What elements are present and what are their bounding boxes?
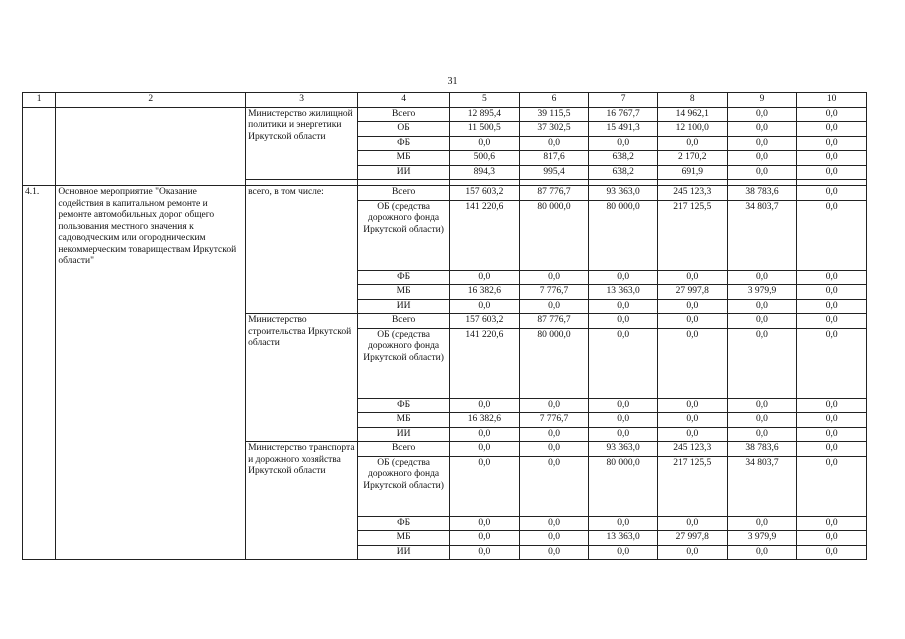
value-cell: 0,0 xyxy=(797,456,867,516)
value-cell: 0,0 xyxy=(727,314,797,329)
funding-source: ИИ xyxy=(358,165,450,180)
value-cell: 0,0 xyxy=(450,442,520,457)
budget-table xyxy=(22,92,867,560)
value-cell: 894,3 xyxy=(450,165,520,180)
value-cell: 0,0 xyxy=(727,398,797,413)
value-cell: 157 603,2 xyxy=(450,314,520,329)
funding-source: ФБ xyxy=(358,398,450,413)
column-number: 7 xyxy=(589,93,658,108)
value-cell: 0,0 xyxy=(797,442,867,457)
value-cell: 0,0 xyxy=(797,270,867,285)
value-cell: 0,0 xyxy=(797,136,867,151)
value-cell: 0,0 xyxy=(519,427,589,442)
value-cell: 0,0 xyxy=(519,398,589,413)
funding-source: Всего xyxy=(358,314,450,329)
column-number: 3 xyxy=(246,93,358,108)
value-cell: 0,0 xyxy=(519,299,589,314)
value-cell: 0,0 xyxy=(727,328,797,398)
value-cell: 0,0 xyxy=(797,107,867,122)
value-cell: 0,0 xyxy=(450,545,520,560)
value-cell: 0,0 xyxy=(657,398,727,413)
funding-source: ИИ xyxy=(358,427,450,442)
value-cell: 13 363,0 xyxy=(589,531,658,546)
value-cell: 0,0 xyxy=(727,299,797,314)
funding-source: ФБ xyxy=(358,516,450,531)
value-cell: 0,0 xyxy=(589,398,658,413)
column-number: 4 xyxy=(358,93,450,108)
funding-source: ИИ xyxy=(358,545,450,560)
value-cell: 0,0 xyxy=(450,136,520,151)
column-number: 2 xyxy=(56,93,246,108)
value-cell: 37 302,5 xyxy=(519,122,589,137)
value-cell: 3 979,9 xyxy=(727,285,797,300)
value-cell: 0,0 xyxy=(727,107,797,122)
value-cell: 157 603,2 xyxy=(450,186,520,201)
measure-number: 4.1. xyxy=(23,186,56,560)
value-cell: 0,0 xyxy=(657,545,727,560)
value-cell: 0,0 xyxy=(797,165,867,180)
value-cell: 0,0 xyxy=(450,516,520,531)
value-cell: 16 382,6 xyxy=(450,413,520,428)
column-number: 8 xyxy=(657,93,727,108)
value-cell: 0,0 xyxy=(657,413,727,428)
value-cell: 0,0 xyxy=(519,516,589,531)
value-cell: 0,0 xyxy=(519,456,589,516)
value-cell: 93 363,0 xyxy=(589,186,658,201)
value-cell: 0,0 xyxy=(450,531,520,546)
value-cell: 0,0 xyxy=(450,299,520,314)
value-cell: 0,0 xyxy=(657,270,727,285)
value-cell: 0,0 xyxy=(797,285,867,300)
value-cell: 0,0 xyxy=(589,270,658,285)
value-cell: 0,0 xyxy=(589,136,658,151)
value-cell: 0,0 xyxy=(657,516,727,531)
value-cell: 0,0 xyxy=(727,427,797,442)
value-cell: 38 783,6 xyxy=(727,442,797,457)
value-cell: 0,0 xyxy=(519,531,589,546)
value-cell: 0,0 xyxy=(450,398,520,413)
value-cell: 80 000,0 xyxy=(589,456,658,516)
value-cell: 3 979,9 xyxy=(727,531,797,546)
column-number: 6 xyxy=(519,93,589,108)
value-cell: 0,0 xyxy=(797,151,867,166)
value-cell: 16 767,7 xyxy=(589,107,658,122)
value-cell: 0,0 xyxy=(589,314,658,329)
funding-source: ОБ (средства дорожного фонда Иркутской области) xyxy=(358,328,450,398)
value-cell: 0,0 xyxy=(727,122,797,137)
value-cell: 0,0 xyxy=(797,531,867,546)
value-cell: 0,0 xyxy=(657,328,727,398)
funding-source: ОБ xyxy=(358,122,450,137)
value-cell: 245 123,3 xyxy=(657,186,727,201)
value-cell: 0,0 xyxy=(797,545,867,560)
value-cell: 0,0 xyxy=(797,398,867,413)
value-cell: 0,0 xyxy=(727,516,797,531)
funding-source: ИИ xyxy=(358,299,450,314)
value-cell: 0,0 xyxy=(519,136,589,151)
table-row xyxy=(23,107,867,122)
executor-cell: Министерство жилищной политики и энергетики Иркутской области xyxy=(246,107,358,180)
value-cell: 0,0 xyxy=(727,545,797,560)
value-cell: 0,0 xyxy=(727,165,797,180)
value-cell: 0,0 xyxy=(797,413,867,428)
value-cell: 0,0 xyxy=(589,299,658,314)
value-cell: 0,0 xyxy=(519,270,589,285)
value-cell: 38 783,6 xyxy=(727,186,797,201)
value-cell: 691,9 xyxy=(657,165,727,180)
column-number: 9 xyxy=(727,93,797,108)
value-cell: 0,0 xyxy=(450,427,520,442)
value-cell: 0,0 xyxy=(727,413,797,428)
value-cell: 0,0 xyxy=(589,427,658,442)
value-cell: 27 997,8 xyxy=(657,285,727,300)
column-number: 10 xyxy=(797,93,867,108)
value-cell: 0,0 xyxy=(450,270,520,285)
value-cell: 817,6 xyxy=(519,151,589,166)
value-cell: 0,0 xyxy=(727,151,797,166)
value-cell: 995,4 xyxy=(519,165,589,180)
value-cell: 0,0 xyxy=(589,516,658,531)
funding-source: Всего xyxy=(358,442,450,457)
value-cell: 141 220,6 xyxy=(450,328,520,398)
value-cell: 39 115,5 xyxy=(519,107,589,122)
value-cell: 0,0 xyxy=(450,456,520,516)
page-number: 31 xyxy=(447,76,458,87)
value-cell: 0,0 xyxy=(727,270,797,285)
value-cell: 0,0 xyxy=(797,122,867,137)
funding-source: Всего xyxy=(358,186,450,201)
column-number-row xyxy=(23,93,867,108)
funding-source: Всего xyxy=(358,107,450,122)
value-cell: 12 895,4 xyxy=(450,107,520,122)
value-cell: 0,0 xyxy=(589,545,658,560)
value-cell: 0,0 xyxy=(797,328,867,398)
value-cell: 500,6 xyxy=(450,151,520,166)
value-cell: 638,2 xyxy=(589,165,658,180)
value-cell: 0,0 xyxy=(797,200,867,270)
value-cell: 80 000,0 xyxy=(519,328,589,398)
value-cell: 217 125,5 xyxy=(657,456,727,516)
executor-cell: Министерство строительства Иркутской области xyxy=(246,314,358,442)
funding-source: ОБ (средства дорожного фонда Иркутской области) xyxy=(358,200,450,270)
value-cell: 12 100,0 xyxy=(657,122,727,137)
value-cell: 13 363,0 xyxy=(589,285,658,300)
value-cell: 0,0 xyxy=(797,314,867,329)
value-cell: 80 000,0 xyxy=(519,200,589,270)
value-cell: 0,0 xyxy=(657,314,727,329)
value-cell: 80 000,0 xyxy=(589,200,658,270)
value-cell: 245 123,3 xyxy=(657,442,727,457)
value-cell: 0,0 xyxy=(657,427,727,442)
value-cell: 7 776,7 xyxy=(519,285,589,300)
value-cell: 11 500,5 xyxy=(450,122,520,137)
value-cell: 34 803,7 xyxy=(727,200,797,270)
value-cell: 87 776,7 xyxy=(519,186,589,201)
value-cell: 87 776,7 xyxy=(519,314,589,329)
value-cell: 14 962,1 xyxy=(657,107,727,122)
value-cell: 0,0 xyxy=(797,516,867,531)
value-cell: 0,0 xyxy=(657,136,727,151)
value-cell: 141 220,6 xyxy=(450,200,520,270)
funding-source: МБ xyxy=(358,285,450,300)
column-number: 1 xyxy=(23,93,56,108)
value-cell: 34 803,7 xyxy=(727,456,797,516)
executor-cell: Министерство транспорта и дорожного хозяйства Иркутской области xyxy=(246,442,358,560)
value-cell: 638,2 xyxy=(589,151,658,166)
value-cell: 93 363,0 xyxy=(589,442,658,457)
value-cell: 0,0 xyxy=(797,299,867,314)
funding-source: ФБ xyxy=(358,270,450,285)
funding-source: МБ xyxy=(358,531,450,546)
funding-source: ОБ (средства дорожного фонда Иркутской области) xyxy=(358,456,450,516)
value-cell: 0,0 xyxy=(519,442,589,457)
measure-name: Основное мероприятие "Оказание содействия в капитальном ремонте и ремонте автомобильных дорог общего пользования местного значения к садоводческим или огородническим некоммерческим товариществам Иркутской области" xyxy=(56,186,246,560)
executor-cell: всего, в том числе: xyxy=(246,186,358,314)
column-number: 5 xyxy=(450,93,520,108)
funding-source: ФБ xyxy=(358,136,450,151)
table-row xyxy=(23,186,867,201)
empty-cell xyxy=(56,107,246,186)
funding-source: МБ xyxy=(358,151,450,166)
value-cell: 0,0 xyxy=(589,413,658,428)
value-cell: 2 170,2 xyxy=(657,151,727,166)
value-cell: 0,0 xyxy=(797,427,867,442)
value-cell: 27 997,8 xyxy=(657,531,727,546)
value-cell: 15 491,3 xyxy=(589,122,658,137)
value-cell: 0,0 xyxy=(797,186,867,201)
value-cell: 0,0 xyxy=(519,545,589,560)
value-cell: 0,0 xyxy=(589,328,658,398)
value-cell: 0,0 xyxy=(727,136,797,151)
value-cell: 7 776,7 xyxy=(519,413,589,428)
value-cell: 16 382,6 xyxy=(450,285,520,300)
value-cell: 217 125,5 xyxy=(657,200,727,270)
empty-cell xyxy=(23,107,56,186)
value-cell: 0,0 xyxy=(657,299,727,314)
funding-source: МБ xyxy=(358,413,450,428)
